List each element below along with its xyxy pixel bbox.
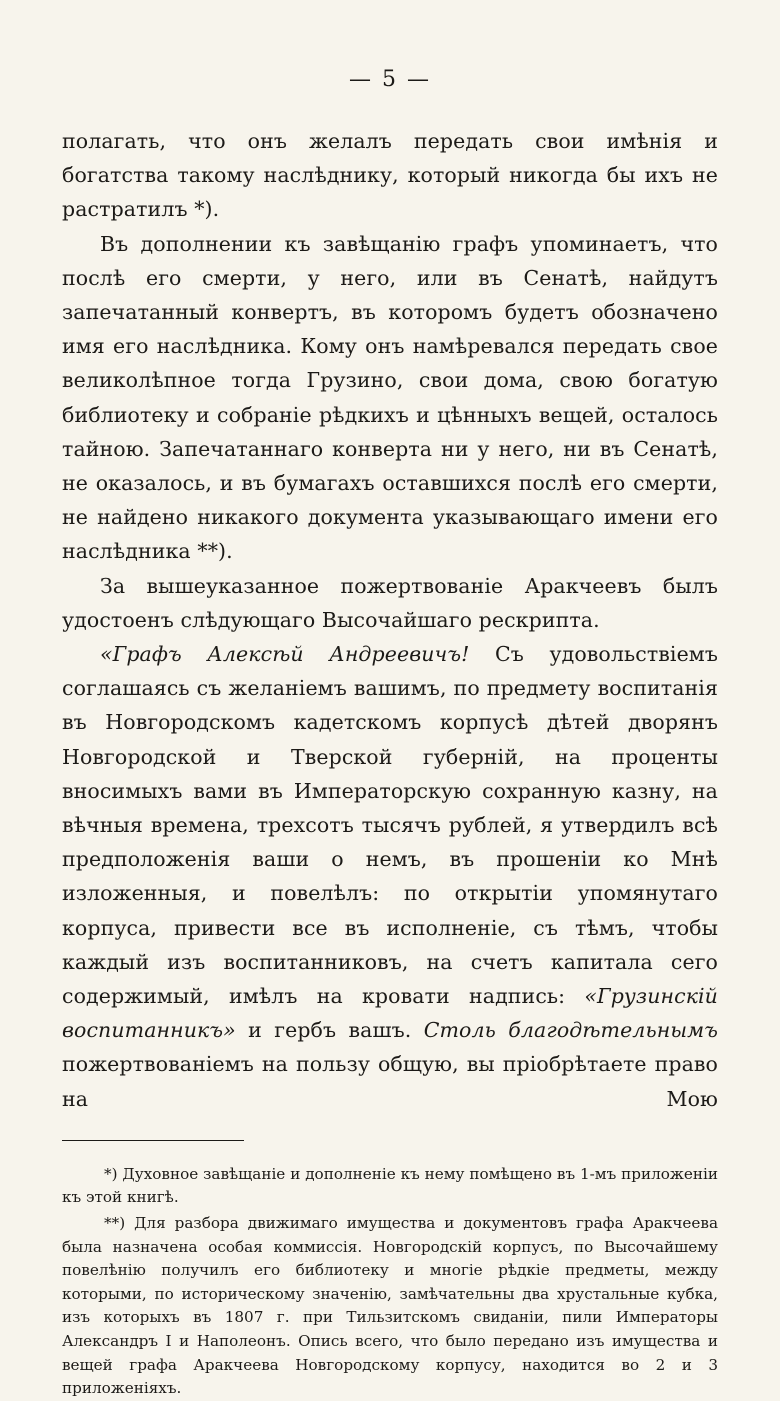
rescript-text-1: Съ удовольствіемъ соглашаясь съ желаніемъ вашимъ, по предмету воспитанія въ Новгородскомъ кадетскомъ корпусѣ дѣтей дворянъ Новгородской и Тверской губерній, на проценты вносимыхъ вами въ Императорскую сохранную казну, на вѣчныя времена, трехсотъ тысячъ рублей, я утвердилъ всѣ предположенія ваши о немъ, въ прошеніи ко Мнѣ изложенныя, и повелѣлъ: по открытіи упомянутаго корпуса, привести все въ исполненіе, съ тѣмъ, чтобы каждый изъ воспитанниковъ, на счетъ капитала сего содержимый, имѣлъ на кровати надпись: bbox=[62, 642, 718, 1009]
rescript-inscription: «Грузинскій воспитанникъ» bbox=[62, 984, 718, 1043]
footnote-divider bbox=[62, 1140, 244, 1141]
footnote-1: *) Духовное завѣщаніе и дополненіе къ нему помѣщено въ 1-мъ приложеніи къ этой книгѣ. bbox=[62, 1164, 718, 1207]
paragraph-sealed-envelope: Въ дополнении къ завѣщанію графъ упоминаетъ, что послѣ его смерти, у него, или въ Сенатѣ, найдутъ запечатанный конвертъ, въ которомъ будетъ обозначено имя его наслѣдника. Кому онъ намѣревался передать свое великолѣпное тогда Грузино, свои дома, свою богатую библиотеку и собраніе рѣдкихъ и цѣнныхъ вещей, осталось тайною. Запечатаннаго конверта ни у него, ни въ Сенатѣ, не оказалось, и въ бумагахъ оставшихся послѣ его смерти, не найдено никакого документа указывающаго имени его наслѣдника **). bbox=[62, 231, 718, 564]
rescript-closing-italic: Столь благодѣтельнымъ bbox=[423, 1018, 718, 1043]
rescript-text-2: и гербъ вашъ. bbox=[235, 1018, 424, 1043]
book-page bbox=[62, 58, 718, 1401]
paragraph-continuation: полагать, что онъ желалъ передать свои имѣнія и богатства такому наслѣднику, который никогда бы ихъ не растратилъ *). bbox=[62, 129, 718, 222]
rescript-text-3: пожертвованіемъ на пользу общую, вы пріобрѣтаете право на Мою bbox=[62, 1052, 718, 1111]
paragraph-rescript bbox=[62, 637, 718, 1116]
main-text bbox=[62, 124, 718, 1116]
footnote-2: **) Для разбора движимаго имущества и документовъ графа Аракчеева была назначена особая коммиссія. Новгородскій корпусъ, по Высочайшему повелѣнію получилъ его библиотеку и многіе рѣдкіе предметы, между которыми, по историческому значенію, замѣчательны два хрустальные кубка, изъ которыхъ въ 1807 г. при Тильзитскомъ свиданіи, пили Императоры Александръ I и Наполеонъ. Опись всего, что было передано изъ имущества и вещей графа Аракчеева Новгородскому корпусу, находится во 2 и 3 приложеніяхъ. bbox=[62, 1214, 718, 1398]
footnotes bbox=[62, 1163, 718, 1401]
rescript-salutation: «Графъ Алексѣй Андреевичъ! bbox=[100, 642, 470, 667]
paragraph-rescript-intro: За вышеуказанное пожертвованіе Аракчеевъ былъ удостоенъ слѣдующаго Высочайшаго рескрипта. bbox=[62, 573, 718, 632]
page-number: — 5 — bbox=[349, 67, 431, 92]
